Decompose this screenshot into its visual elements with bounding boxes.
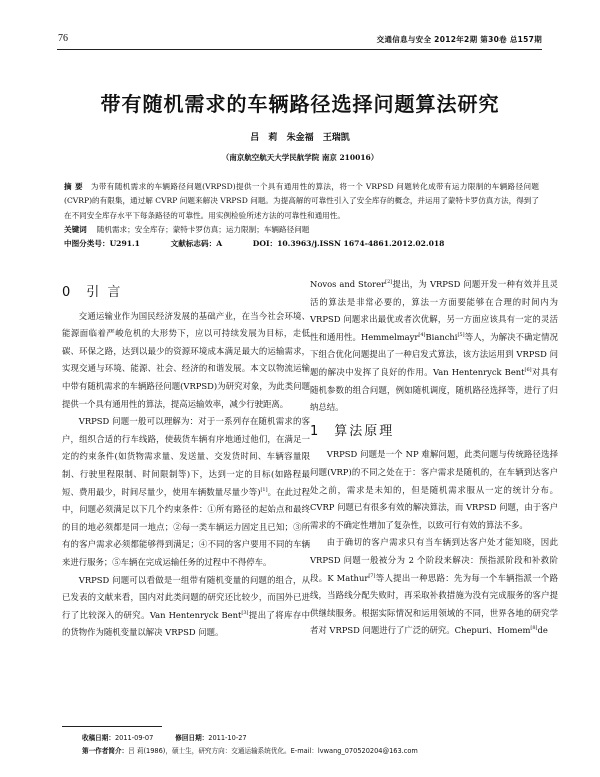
paragraph — [62, 413, 310, 571]
section-number: 0 — [62, 285, 73, 300]
header-rule — [57, 49, 542, 50]
doi-value: 10.3963/j.ISSN 1674-4861.2012.02.018 — [277, 239, 445, 249]
classification-line — [64, 237, 539, 251]
section-number: 1 — [310, 423, 321, 439]
citation[interactable]: [6] — [524, 367, 532, 374]
left-column — [62, 282, 310, 642]
paragraph-text: 提出了将库存中的货物作为随机变量以解决 VRPSD 问题。 — [62, 609, 310, 638]
section-title: 算法原理 — [334, 423, 395, 439]
clc-label: 中图分类号： — [64, 239, 110, 249]
citation[interactable]: [2] — [385, 279, 393, 286]
keywords — [64, 223, 539, 237]
citation[interactable]: [5] — [457, 331, 465, 338]
author-bio — [82, 745, 418, 758]
paragraph: 交通运输业作为国民经济发展的基础产业，在当今社会环境、能源面临着严峻危机的大形势下，应以可持续发展为目标，走低碳、环保之路，达到以最少的资源环境成本满足最大的运输需求，实现交通与环境、能源、社会、经济的和谐发展。本文以物流运输中带有随机需求的车辆路径问题(VRPSD)为研究对象，为此类问题提供一个具有通用性的算法，提高运输效率，减少行驶距离。 — [62, 310, 310, 409]
running-header — [58, 33, 542, 47]
doi-label: DOI： — [252, 239, 278, 249]
paragraph-text: VRPSD 问题一般可以理解为：对于一系列存在随机需求的客户，组织合适的行车线路，使载货车辆有序地通过他们，在满足一定的约束条件(如货物需求量、发送量、交发货时间、车辆容量限制、行驶里程限制、时间限制等)下，达到一定的目标(如路程最短、费用最少，时间尽量少，使用车辆数量尽量少等) — [62, 416, 310, 497]
affiliation: （南京航空航天大学民航学院 南京 210016） — [221, 153, 379, 162]
citation[interactable]: [1] — [260, 486, 268, 493]
citation[interactable]: [4] — [418, 331, 426, 338]
page-number: 76 — [58, 33, 68, 44]
revised-date: 2011-10-27 — [208, 734, 247, 742]
paragraph-text: de — [537, 625, 548, 636]
abstract-block — [64, 180, 539, 251]
author-bio-label: 第一作者简介： — [82, 747, 129, 755]
paragraph-text: 提出，为 VRPSD 问题开发一种有效并且灵活的算法是非常必要的，算法一方面要能够在合理的时间内为 VRPSD 问题求出最优或者次优解，另一方面应该具有一定的灵活性和通用性。Hemmelmayr — [310, 279, 558, 342]
paragraph-text: VRPSD 问题可以看做是一组带有随机变量的问题的组合，从已发表的文献来看，国内对此类问题的研究还比较少，而国外已进行了比较深入的研究。Van Hentenryck Bent — [62, 574, 310, 620]
paper-title: 带有随机需求的车辆路径选择问题算法研究 — [100, 92, 500, 116]
abstract-text: 为带有随机需求的车辆路径问题(VRPSD)提供一个具有通用性的算法，将一个 VRPSD 问题转化成带有运力限制的车辆路径问题(CVRP)的有限集，通过解 CVRP 问题来解决 VRPSD 问题。为提高解的可靠性引入了安全库存的概念，并运用了蒙特卡罗仿真方法，得到了在不同安全库存水平下每条路径的可靠性。用实例检验所述方法的可靠性和通用性。 — [64, 182, 539, 220]
paragraph — [310, 276, 558, 417]
section-heading-principle — [310, 423, 558, 441]
doc-code — [171, 239, 222, 248]
journal-info: 交通信息与安全 2012年2期 第30卷 总157期 — [376, 35, 542, 44]
footnote-rule — [62, 726, 162, 727]
dates-line — [82, 732, 418, 745]
received-label: 收稿日期： — [82, 734, 115, 742]
paragraph-text: 等人提出一种思路：先为每一个车辆指派一个路线，当路线分配失败时，再采取补救措施为没有完成服务的客户提供继续服务。根据实际情况和运用领域的不同，世界各地的研究学者对 VRPSD 问题进行了广泛的研究。Chepuri、Homem — [310, 572, 558, 636]
doi — [253, 239, 445, 248]
received-date: 2011-09-07 — [114, 734, 154, 742]
paragraph-text: Bianchi — [425, 331, 458, 342]
keywords-text: 随机需求；安全库存；蒙特卡罗仿真；运力限制；车辆路径问题 — [96, 224, 310, 234]
citation[interactable]: [7] — [368, 572, 376, 579]
paragraph-text: 由于确切的客户需求只有当车辆到达客户处才能知晓，因此 VRPSD 问题一般被分为 2 个阶段来解决：预指派阶段和补救阶段。K Mathur — [310, 537, 558, 583]
keywords-label: 关键词 — [64, 224, 87, 234]
authors: 吕 莉 朱金福 王瑞凯 — [250, 133, 350, 143]
clc — [64, 239, 140, 248]
footnotes — [82, 732, 418, 758]
right-column — [310, 276, 558, 640]
paragraph: VRPSD 问题是一个 NP 难解问题，此类问题与传统路径选择问题(VRP)的不同之处在于：客户需求是随机的，在车辆到达客户处之前，需求是未知的，但是随机需求服从一定的统计分布。CVRP 问题已有很多有效的解决算法，而 VRPSD 问题，由于客户需求的不确定性增加了复杂性，以致可行有效的算法不多。 — [310, 449, 558, 530]
paragraph-text: 对具有随机参数的组合问题，例如随机调度，随机路径选择等，进行了归纳总结。 — [310, 366, 558, 413]
citation[interactable]: [8] — [530, 625, 538, 632]
section-heading-intro — [62, 284, 310, 302]
clc-value: U291.1 — [109, 239, 140, 249]
author-bio-text: 吕 莉(1986)，硕士生，研究方向：交通运输系统优化。E-mail：lvwang_070520204@163.com — [128, 747, 418, 755]
section-title: 引 言 — [86, 285, 123, 300]
paragraph-text: Novos and Storer — [310, 279, 386, 289]
citation[interactable]: [3] — [241, 609, 249, 616]
abstract-label: 摘 要 — [64, 182, 83, 191]
doc-code-label: 文献标志码： — [170, 239, 217, 249]
paragraph — [310, 534, 558, 640]
paragraph-text: 等人，为解决不确定情况下组合优化问题提出了一种启发式算法，该方法运用到 VRPSD 问题的解决中发挥了良好的作用。Van Hentenryck Bent — [310, 331, 558, 377]
paragraph — [62, 572, 310, 642]
abstract — [64, 180, 539, 223]
revised-label: 修回日期： — [175, 734, 209, 742]
paragraph-text: 。在此过程中，问题必须满足以下几个约束条件：①所有路径的起始点和最终的目的地必须都是同一地点；②每一类车辆运力固定且已知；③所有的客户需求必须都能够得到满足；④不同的客户要用不同的车辆来进行服务；⑤车辆在完成运输任务的过程中不得停车。 — [62, 486, 310, 567]
doc-code-value: A — [216, 239, 223, 249]
